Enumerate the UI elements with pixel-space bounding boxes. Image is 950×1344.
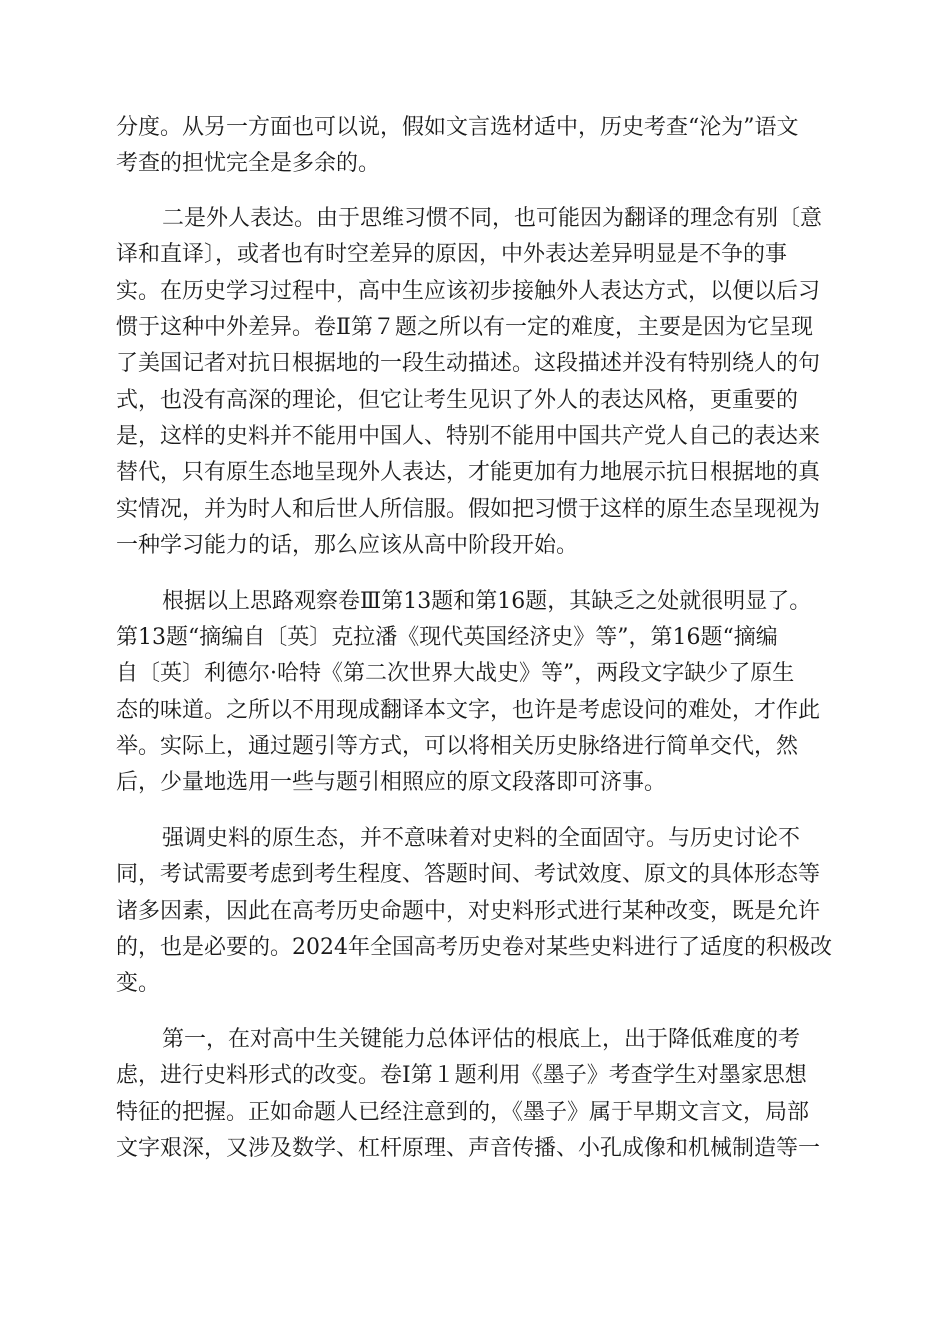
text-line: 分度。从另一方面也可以说，假如文言选材适中，历史考查“沦为”语文 bbox=[116, 115, 799, 140]
text-line: 二是外人表达。由于思维习惯不同，也可能因为翻译的理念有别〔意 bbox=[162, 206, 823, 231]
text-line: 了美国记者对抗日根据地的一段生动描述。这段描述并没有特别绕人的句 bbox=[116, 351, 821, 376]
text-line: 变。 bbox=[116, 971, 161, 996]
text-line: 式，也没有高深的理论，但它让考生见识了外人的表达风格，更重要的 bbox=[116, 388, 799, 413]
text-line: 自〔英〕利德尔·哈特《第二次世界大战史》等”，两段文字缺少了原生 bbox=[116, 661, 795, 686]
text-line: 一种学习能力的话，那么应该从高中阶段开始。 bbox=[116, 533, 579, 558]
text-line: 考查的担忧完全是多余的。 bbox=[116, 151, 381, 176]
text-line: 诸多因素，因此在高考历史命题中，对史料形式进行某种改变，既是允许 bbox=[116, 899, 821, 924]
text-line: 同，考试需要考虑到考生程度、答题时间、考试效度、原文的具体形态等 bbox=[116, 862, 821, 887]
text-line: 强调史料的原生态，并不意味着对史料的全面固守。与历史讨论不 bbox=[162, 826, 801, 851]
text-line: 实。在历史学习过程中，高中生应该初步接触外人表达方式，以便以后习 bbox=[116, 279, 821, 304]
text-line: 态的味道。之所以不用现成翻译本文字，也许是考虑设问的难处，才作此 bbox=[116, 698, 821, 723]
text-line: 举。实际上，通过题引等方式，可以将相关历史脉络进行简单交代，然 bbox=[116, 734, 799, 759]
text-line: 后，少量地选用一些与题引相照应的原文段落即可济事。 bbox=[116, 770, 667, 795]
text-line: 惯于这种中外差异。卷Ⅱ第７题之所以有一定的难度，主要是因为它呈现 bbox=[116, 315, 813, 340]
text-line: 替代，只有原生态地呈现外人表达，才能更加有力地展示抗日根据地的真 bbox=[116, 460, 821, 485]
text-line: 虑，进行史料形式的改变。卷Ⅰ第１题利用《墨子》考查学生对墨家思想 bbox=[116, 1063, 807, 1088]
text-line: 译和直译〕，或者也有时空差异的原因，中外表达差异明显是不争的事 bbox=[116, 242, 788, 267]
text-line: 第13题“摘编自〔英〕克拉潘《现代英国经济史》等”，第16题“摘编 bbox=[116, 625, 778, 650]
text-line: 根据以上思路观察卷Ⅲ第13题和第16题，其缺乏之处就很明显了。 bbox=[162, 589, 812, 614]
text-line: 的，也是必要的。2024年全国高考历史卷对某些史料进行了适度的积极改 bbox=[116, 935, 832, 960]
text-line: 实情况，并为时人和后世人所信服。假如把习惯于这样的原生态呈现视为 bbox=[116, 497, 821, 522]
text-line: 特征的把握。正如命题人已经注意到的，《墨子》属于早期文言文，局部 bbox=[116, 1100, 810, 1125]
text-line: 是，这样的史料并不能用中国人、特别不能用中国共产党人自己的表达来 bbox=[116, 424, 821, 449]
text-line: 第一，在对高中生关键能力总体评估的根底上，出于降低难度的考 bbox=[162, 1027, 801, 1052]
text-line: 文字艰深，又涉及数学、杠杆原理、声音传播、小孔成像和机械制造等一 bbox=[116, 1136, 821, 1161]
